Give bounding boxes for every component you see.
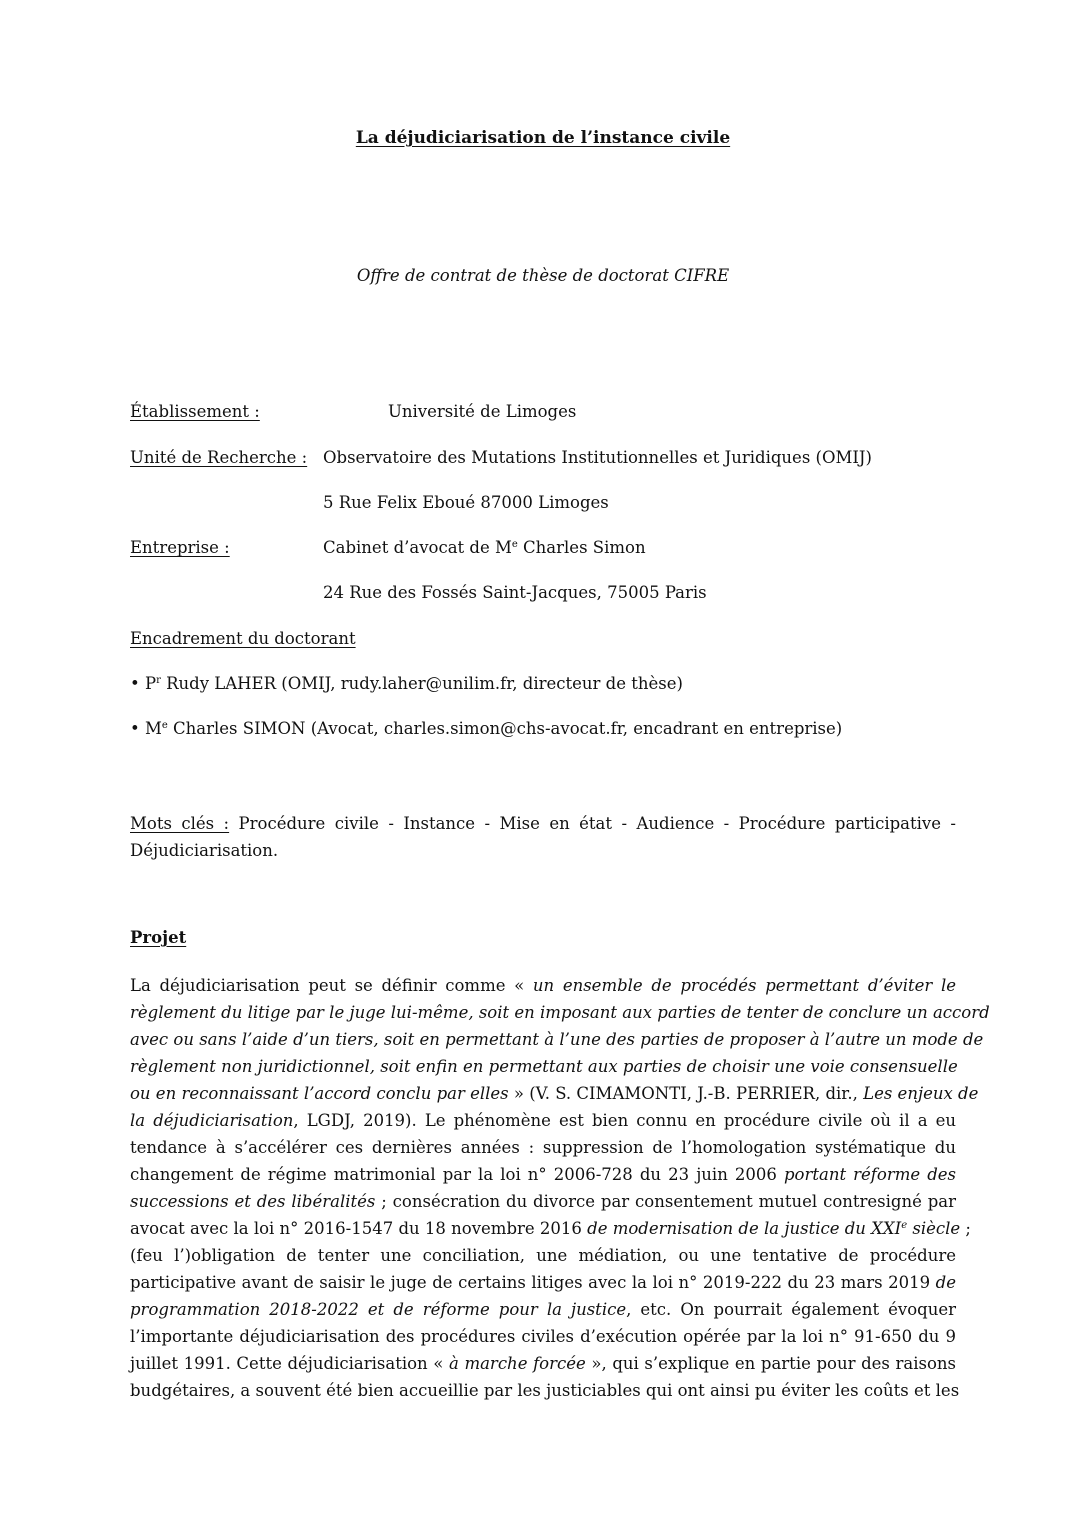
paragraph-line: La déjudiciarisation peut se définir comme « un ensemble de procédés permettant d’éviter le [130, 976, 956, 995]
unite-address: 5 Rue Felix Eboué 87000 Limoges [323, 493, 609, 512]
etablissement-value: Université de Limoges [388, 402, 577, 421]
etablissement-label: Établissement : [130, 402, 260, 421]
paragraph-line: participative avant de saisir le juge de certains litiges avec la loi n° 2019-222 du 23 mars 2019 de [130, 1273, 956, 1292]
keywords-label: Mots clés : [130, 814, 230, 833]
keywords-paragraph [130, 810, 956, 864]
paragraph-line: budgétaires, a souvent été bien accueillie par les justiciables qui ont ainsi pu éviter les coûts et les [130, 1381, 960, 1400]
document-title: La déjudiciarisation de l’instance civile [355, 128, 731, 148]
paragraph-line: juillet 1991. Cette déjudiciarisation « à marche forcée », qui s’explique en partie pour des raisons [130, 1354, 957, 1373]
encadrement-label: Encadrement du doctorant [130, 629, 356, 648]
entreprise-address: 24 Rue des Fossés Saint-Jacques, 75005 Paris [323, 583, 707, 602]
project-heading: Projet [130, 928, 187, 947]
paragraph-line: avec ou sans l’aide d’un tiers, soit en permettant à l’une des parties de proposer à l’autre un mode de [130, 1030, 984, 1049]
encadrement-row [130, 629, 356, 648]
paragraph-line: règlement non juridictionnel, soit enfin en permettant aux parties de choisir une voie consensuelle [130, 1057, 958, 1076]
document-subtitle: Offre de contrat de thèse de doctorat CIFRE [356, 266, 730, 285]
supervisor-2: • Me Charles SIMON (Avocat, charles.simon@chs-avocat.fr, encadrant en entreprise) [130, 719, 843, 738]
paragraph-line: ou en reconnaissant l’accord conclu par elles » (V. S. CIMAMONTI, J.-B. PERRIER, dir., Les enjeux de [130, 1084, 979, 1103]
unite-label: Unité de Recherche : [130, 448, 308, 467]
etablissement-row [130, 402, 260, 421]
paragraph-line: changement de régime matrimonial par la loi n° 2006-728 du 23 juin 2006 portant réforme des [130, 1165, 956, 1184]
entreprise-value: Cabinet d’avocat de Me Charles Simon [323, 538, 646, 557]
entreprise-row [130, 538, 230, 557]
paragraph-line: avocat avec la loi n° 2016-1547 du 18 novembre 2016 de modernisation de la justice du XXIe siècle ; [130, 1219, 971, 1238]
paragraph-line: programmation 2018-2022 et de réforme pour la justice, etc. On pourrait également évoquer [130, 1300, 956, 1319]
paragraph-line: l’importante déjudiciarisation des procédures civiles d’exécution opérée par la loi n° 91-650 du 9 [130, 1327, 956, 1346]
paragraph-line: règlement du litige par le juge lui-même, soit en imposant aux parties de tenter de conclure un accord [130, 1003, 990, 1022]
unite-value: Observatoire des Mutations Institutionnelles et Juridiques (OMIJ) [323, 448, 872, 467]
paragraph-line: successions et des libéralités ; consécration du divorce par consentement mutuel contresigné par [130, 1192, 957, 1211]
paragraph-line: la déjudiciarisation, LGDJ, 2019). Le phénomène est bien connu en procédure civile où il a eu [130, 1111, 957, 1130]
entreprise-label: Entreprise : [130, 538, 230, 557]
paragraph-line: tendance à s’accélérer ces dernières années : suppression de l’homologation systématique du [130, 1138, 956, 1157]
unite-row [130, 448, 307, 467]
supervisor-1: • $P^r$ Rudy LAHER (OMIJ, rudy.laher@unilim.fr, directeur de thèse) [130, 674, 683, 693]
project-paragraph [130, 972, 990, 1404]
keywords-text: Procédure civile - Instance - Mise en état - Audience - Procédure participative - Déjudiciarisation. [130, 814, 956, 860]
paragraph-line: (feu l’)obligation de tenter une conciliation, une médiation, ou une tentative de procédure [130, 1246, 956, 1265]
